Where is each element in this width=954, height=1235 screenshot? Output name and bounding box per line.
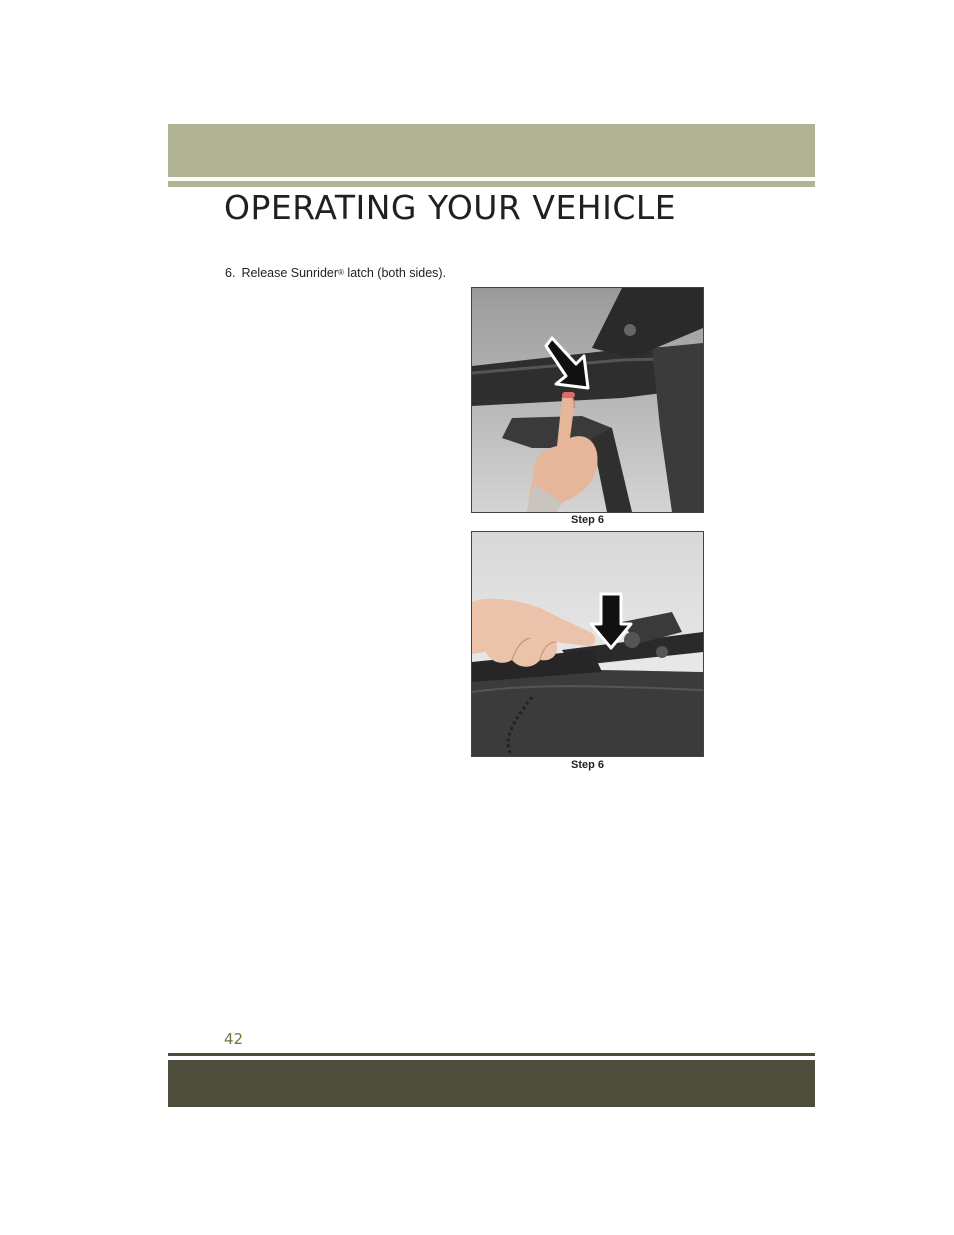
step-6-photo-latch-press (471, 531, 704, 757)
page-number: 42 (224, 1030, 244, 1048)
step-text-after: latch (both sides). (343, 266, 447, 280)
figure-caption: Step 6 (570, 759, 604, 771)
step-instruction (225, 266, 446, 280)
footer-rule (168, 1053, 815, 1056)
footer-band (168, 1060, 815, 1107)
registered-mark: ® (338, 268, 344, 277)
step-6-photo-latch-release (471, 287, 704, 513)
figure-caption: Step 6 (570, 514, 604, 526)
header-band (168, 124, 815, 177)
step-text-before: Release Sunrider (241, 266, 339, 280)
section-title: OPERATING YOUR VEHICLE (224, 188, 677, 227)
arrow-down-icon (589, 592, 633, 650)
arrow-down-right-icon (544, 336, 594, 392)
header-rule (168, 181, 815, 187)
step-number: 6. (225, 266, 236, 280)
